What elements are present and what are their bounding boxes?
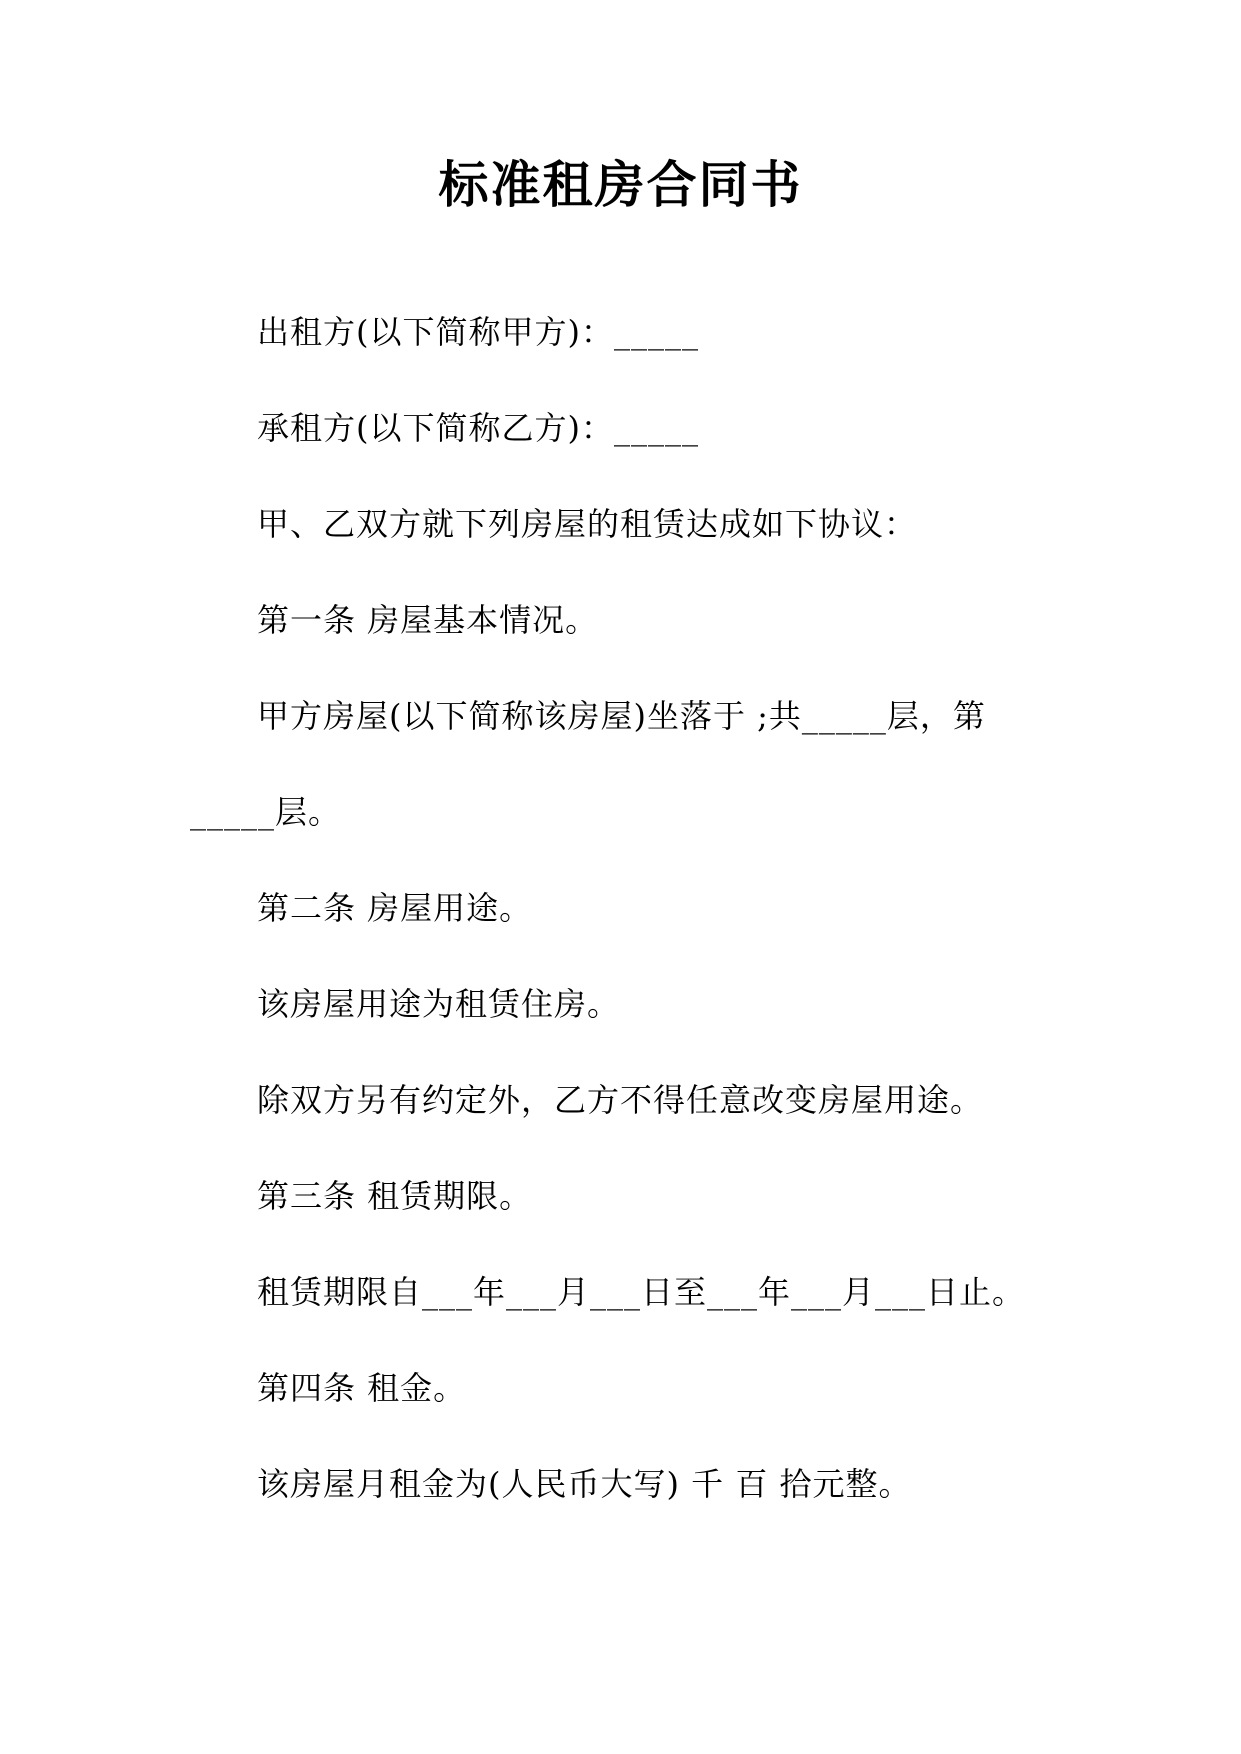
document-title: 标准租房合同书 — [438, 155, 803, 214]
lessee-line: 承租方(以下简称乙方)：_____ — [257, 409, 699, 447]
article-1-heading: 第一条 房屋基本情况。 — [257, 601, 599, 639]
lessor-line: 出租方(以下简称甲方)：_____ — [257, 313, 699, 351]
article-1-text-continued: _____层。 — [190, 793, 342, 831]
article-1-text: 甲方房屋(以下简称该房屋)坐落于 ;共_____层，第 — [257, 697, 986, 735]
article-4-text: 该房屋月租金为(人民币大写) 千 百 拾元整。 — [257, 1465, 912, 1503]
article-2-heading: 第二条 房屋用途。 — [257, 889, 533, 927]
agreement-intro: 甲、乙双方就下列房屋的租赁达成如下协议： — [257, 505, 918, 543]
article-4-heading: 第四条 租金。 — [257, 1369, 467, 1407]
article-3-text: 租赁期限自___年___月___日至___年___月___日止。 — [257, 1273, 1026, 1311]
article-3-heading: 第三条 租赁期限。 — [257, 1177, 533, 1215]
article-2-text: 该房屋用途为租赁住房。 — [257, 985, 621, 1023]
article-2-restriction: 除双方另有约定外，乙方不得任意改变房屋用途。 — [257, 1081, 984, 1119]
